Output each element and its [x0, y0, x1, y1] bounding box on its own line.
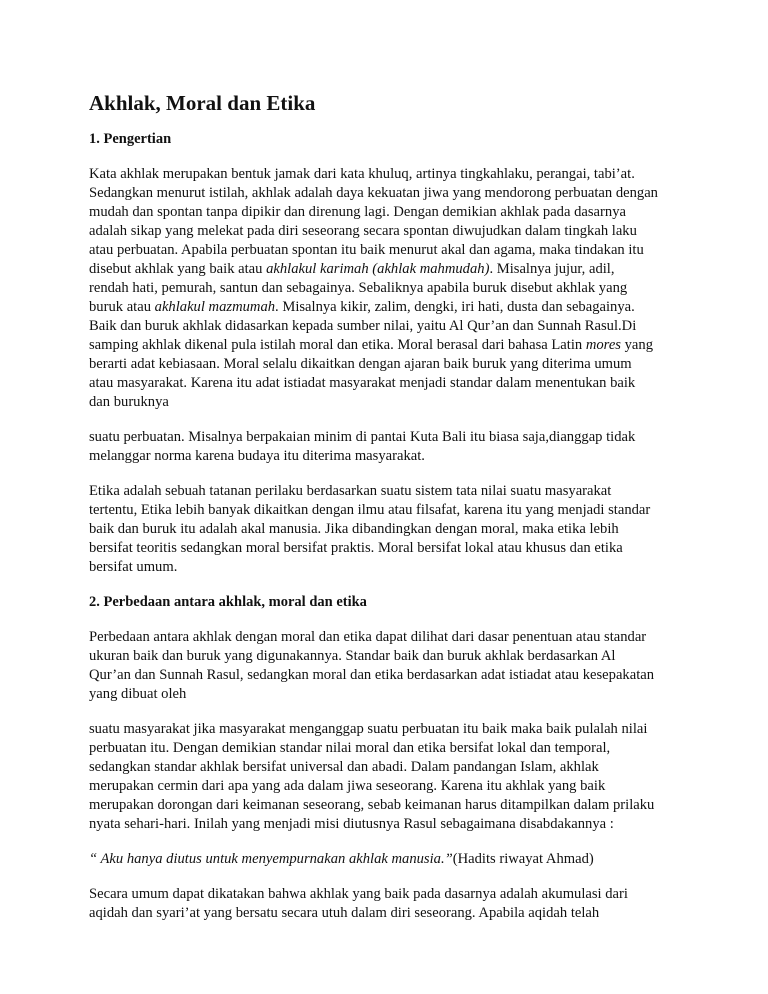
text-run: buruk atau: [89, 299, 155, 315]
paragraph-akhlak-definition: [89, 165, 688, 412]
text-line: [89, 298, 688, 317]
section-heading-perbedaan: 2. Perbedaan antara akhlak, moral dan etika: [89, 594, 367, 610]
text-line: perbuatan itu. Dengan demikian standar nilai moral dan etika bersifat lokal dan temporal,: [89, 740, 611, 756]
paragraph-masyarakat: [89, 720, 688, 834]
text-line: tertentu, Etika lebih banyak dikaitkan dengan ilmu atau filsafat, karena itu yang menjadi standar: [89, 502, 651, 518]
text-line: nyata sehari-hari. Inilah yang menjadi misi diutusnya Rasul sebagaimana disabdakannya :: [89, 816, 614, 832]
text-run: samping akhlak dikenal pula istilah moral dan etika. Moral berasal dari bahasa Latin: [89, 337, 586, 353]
text-line: [89, 336, 688, 355]
text-line: rendah hati, pemurah, santun dan sebagainya. Sebaliknya apabila buruk disebut akhlak yang: [89, 280, 628, 296]
text-line: yang dibuat oleh: [89, 686, 187, 702]
italic-term: akhlakul mazmumah: [154, 299, 276, 315]
paragraph-akumulasi: [89, 885, 688, 923]
text-line: mudah dan spontan tanpa dipikir dan direnung lagi. Dengan demikian akhlak pada dasarnya: [89, 204, 626, 220]
paragraph-perbedaan-standard: [89, 628, 688, 704]
text-run: disebut akhlak yang baik atau: [89, 261, 267, 277]
text-line: [89, 850, 688, 869]
text-line: atau masyarakat. Karena itu adat istiadat masyarakat menjadi standar dalam menentukan baik: [89, 375, 636, 391]
text-line: dan buruknya: [89, 394, 169, 410]
text-line: aqidah dan syari’at yang bersatu secara utuh dalam diri seseorang. Apabila aqidah telah: [89, 905, 600, 921]
text-line: Baik dan buruk akhlak didasarkan kepada sumber nilai, yaitu Al Qur’an dan Sunnah Rasul.Di: [89, 318, 637, 334]
text-run: . Misalnya jujur, adil,: [489, 261, 615, 277]
text-line: bersifat teoritis sedangkan moral bersifat praktis. Moral bersifat lokal atau khusus dan etika: [89, 540, 623, 556]
hadith-quote: [89, 850, 688, 869]
text-line: adalah sikap yang melekat pada diri seseorang secara spontan diwujudkan dalam tingkah laku: [89, 223, 637, 239]
text-run: yang: [620, 337, 654, 353]
text-line: Perbedaan antara akhlak dengan moral dan etika dapat dilihat dari dasar penentuan atau standar: [89, 629, 647, 645]
italic-term: akhlakul karimah (akhlak mahmudah): [266, 261, 490, 277]
text-line: [89, 260, 688, 279]
text-line: Etika adalah sebuah tatanan perilaku berdasarkan suatu sistem tata nilai suatu masyarakat: [89, 483, 612, 499]
paragraph-perbuatan-example: [89, 428, 688, 466]
section-heading-pengertian: 1. Pengertian: [89, 131, 172, 147]
text-line: merupakan cermin dari apa yang ada dalam jiwa seseorang. Karena itu akhlak yang baik: [89, 778, 606, 794]
text-line: suatu masyarakat jika masyarakat menganggap suatu perbuatan itu baik maka baik pulalah nilai: [89, 721, 648, 737]
text-line: ukuran baik dan buruk yang digunakannya. Standar baik dan buruk akhlak berdasarkan Al: [89, 648, 616, 664]
document-title: Akhlak, Moral dan Etika: [89, 91, 316, 115]
text-line: berarti adat kebiasaan. Moral selalu dikaitkan dengan ajaran baik buruk yang diterima umum: [89, 356, 632, 372]
text-line: Sedangkan menurut istilah, akhlak adalah daya kekuatan jiwa yang mendorong perbuatan dengan: [89, 185, 658, 201]
text-line: sedangkan standar akhlak bersifat universal dan abadi. Dalam pandangan Islam, akhlak: [89, 759, 599, 775]
paragraph-etika-definition: [89, 482, 688, 577]
quote-text: “ Aku hanya diutus untuk menyempurnakan akhlak manusia.”: [89, 851, 453, 867]
text-line: suatu perbuatan. Misalnya berpakaian minim di pantai Kuta Bali itu biasa saja,dianggap tidak: [89, 429, 636, 445]
quote-source: (Hadits riwayat Ahmad): [452, 851, 594, 867]
text-line: Kata akhlak merupakan bentuk jamak dari kata khuluq, artinya tingkahlaku, perangai, tabi’at.: [89, 166, 635, 182]
italic-term: mores: [585, 337, 621, 353]
text-line: Qur’an dan Sunnah Rasul, sedangkan moral dan etika berdasarkan adat istiadat atau kesepakatan: [89, 667, 655, 683]
text-line: baik dan buruk itu adalah akal manusia. Jika dibandingkan dengan moral, maka etika lebih: [89, 521, 619, 537]
text-line: atau perbuatan. Apabila perbuatan spontan itu baik menurut akal dan agama, maka tindakan itu: [89, 242, 644, 258]
text-run: . Misalnya kikir, zalim, dengki, iri hati, dusta dan sebagainya.: [275, 299, 635, 315]
text-line: Secara umum dapat dikatakan bahwa akhlak yang baik pada dasarnya adalah akumulasi dari: [89, 886, 628, 902]
text-line: melanggar norma karena budaya itu diterima masyarakat.: [89, 448, 425, 464]
text-line: merupakan dorongan dari keimanan seseorang, sebab keimanan harus ditampilkan dalam prilaku: [89, 797, 655, 813]
text-line: bersifat umum.: [89, 559, 178, 575]
